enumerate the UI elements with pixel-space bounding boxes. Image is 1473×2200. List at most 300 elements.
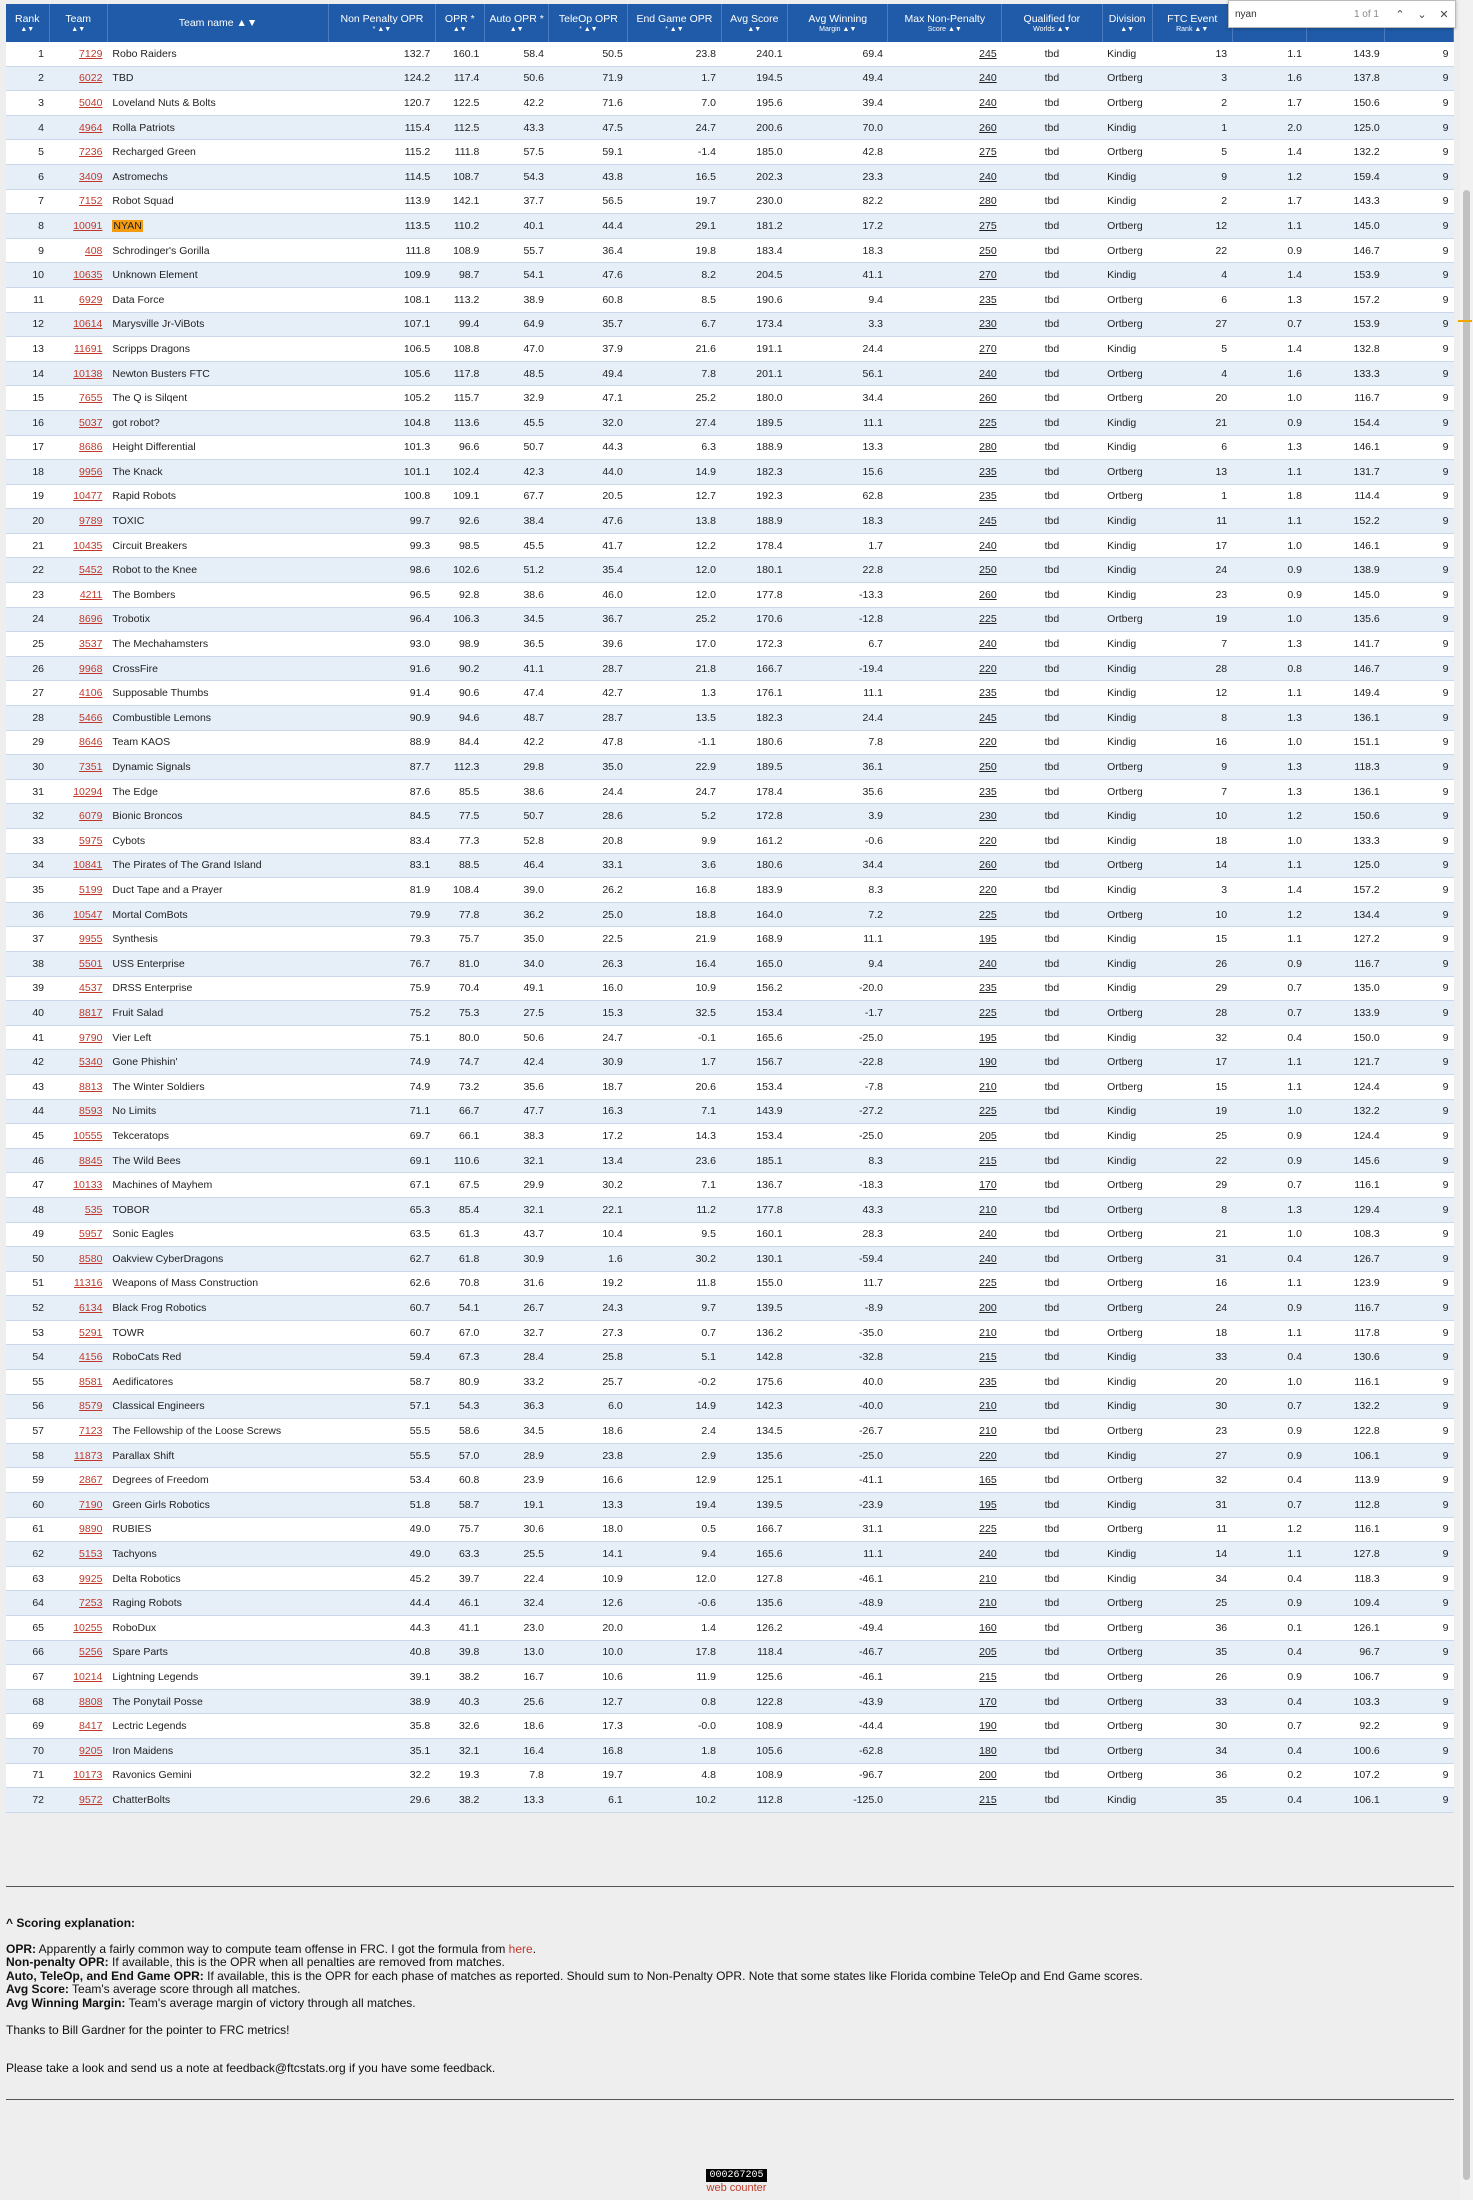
cell-avg-winning-margin: -46.7 bbox=[788, 1640, 888, 1665]
team-link[interactable]: 10614 bbox=[73, 318, 103, 331]
max-score-value[interactable]: 210 bbox=[979, 1400, 997, 1413]
max-score-value[interactable]: 225 bbox=[979, 1006, 997, 1019]
cell-non-penalty-opr: 76.7 bbox=[329, 951, 436, 976]
cell-max-nonpenalty-score bbox=[888, 1419, 1002, 1444]
team-link[interactable]: 4211 bbox=[79, 588, 103, 601]
cell-opr: 61.3 bbox=[435, 1222, 484, 1247]
table-row bbox=[6, 632, 1454, 657]
cell-col-15: 2.0 bbox=[1232, 115, 1307, 140]
sort-arrows-icon[interactable]: ▲▼ bbox=[71, 25, 86, 33]
max-score-value[interactable]: 235 bbox=[979, 982, 997, 995]
max-score-value[interactable]: 240 bbox=[979, 957, 997, 970]
team-link[interactable]: 9968 bbox=[79, 662, 103, 675]
column-header-1[interactable] bbox=[49, 4, 107, 42]
team-link[interactable]: 4156 bbox=[79, 1351, 103, 1364]
cell-max-nonpenalty-score bbox=[888, 1025, 1002, 1050]
max-score-value[interactable]: 260 bbox=[979, 392, 997, 405]
sort-arrows-icon[interactable]: Margin ▲▼ bbox=[819, 25, 857, 33]
table-row bbox=[6, 1493, 1454, 1518]
team-link[interactable]: 10138 bbox=[73, 367, 103, 380]
team-link[interactable]: 8580 bbox=[79, 1252, 103, 1265]
max-score-value[interactable]: 195 bbox=[979, 933, 997, 946]
team-link[interactable]: 7123 bbox=[79, 1425, 103, 1438]
cell-col-15: 1.1 bbox=[1232, 681, 1307, 706]
max-score-value[interactable]: 215 bbox=[979, 1793, 997, 1806]
cell-col-16: 136.1 bbox=[1307, 779, 1385, 804]
sort-arrows-icon[interactable]: Score ▲▼ bbox=[927, 25, 962, 33]
team-link[interactable]: 9925 bbox=[79, 1572, 103, 1585]
cell-non-penalty-opr: 81.9 bbox=[329, 878, 436, 903]
team-link[interactable]: 5957 bbox=[79, 1228, 103, 1241]
cell-col-17: 9 bbox=[1385, 189, 1454, 214]
sort-arrows-icon[interactable]: * ▲▼ bbox=[579, 25, 598, 33]
team-link[interactable]: 7236 bbox=[79, 146, 103, 159]
max-score-value[interactable]: 220 bbox=[979, 883, 997, 896]
team-link[interactable]: 11873 bbox=[73, 1449, 103, 1462]
max-score-value[interactable]: 240 bbox=[979, 72, 997, 85]
cell-opr: 115.7 bbox=[435, 386, 484, 411]
sort-arrows-icon[interactable]: ▲▼ bbox=[1120, 25, 1135, 33]
team-link[interactable]: 4964 bbox=[79, 121, 103, 134]
team-link[interactable]: 3409 bbox=[79, 170, 103, 183]
cell-division: Kindig bbox=[1102, 533, 1152, 558]
max-score-value[interactable]: 215 bbox=[979, 1154, 997, 1167]
cell-endgame-opr: 4.8 bbox=[628, 1763, 721, 1788]
max-score-value[interactable]: 210 bbox=[979, 1572, 997, 1585]
max-score-value[interactable]: 270 bbox=[979, 269, 997, 282]
team-link[interactable]: 9789 bbox=[79, 515, 103, 528]
team-link[interactable]: 10214 bbox=[73, 1670, 103, 1683]
scrollbar-thumb[interactable] bbox=[1463, 190, 1470, 2180]
cell-col-17: 9 bbox=[1385, 1025, 1454, 1050]
cell-event-rank: 1 bbox=[1152, 115, 1232, 140]
cell-rank: 59 bbox=[6, 1468, 49, 1493]
scoring-title: ^ Scoring explanation: bbox=[6, 1916, 136, 1930]
team-link[interactable]: 535 bbox=[84, 1203, 103, 1216]
column-header-3[interactable] bbox=[329, 4, 436, 42]
max-score-value[interactable]: 235 bbox=[979, 687, 997, 700]
team-link[interactable]: 3537 bbox=[79, 638, 103, 651]
team-link[interactable]: 10555 bbox=[73, 1129, 103, 1142]
max-score-value[interactable]: 170 bbox=[979, 1179, 997, 1192]
column-header-11[interactable] bbox=[1002, 4, 1102, 42]
cell-opr: 39.7 bbox=[435, 1566, 484, 1591]
cell-col-15: 0.9 bbox=[1232, 1419, 1307, 1444]
team-link[interactable]: 4537 bbox=[79, 982, 103, 995]
cell-qualified-worlds: tbd bbox=[1002, 1148, 1102, 1173]
max-score-value[interactable]: 215 bbox=[979, 1670, 997, 1683]
cell-non-penalty-opr: 107.1 bbox=[329, 312, 436, 337]
cell-team-name: RoboCats Red bbox=[107, 1345, 328, 1370]
cell-division: Kindig bbox=[1102, 829, 1152, 854]
cell-avg-winning-margin: -27.2 bbox=[788, 1099, 888, 1124]
max-score-value[interactable]: 180 bbox=[979, 1744, 997, 1757]
avg-score-explanation bbox=[6, 1983, 1454, 1997]
team-link[interactable]: 8817 bbox=[79, 1006, 103, 1019]
max-score-value[interactable]: 245 bbox=[979, 515, 997, 528]
find-next-icon[interactable]: ⌄ bbox=[1417, 8, 1427, 21]
team-link[interactable]: 10255 bbox=[73, 1621, 103, 1634]
cell-rank: 20 bbox=[6, 509, 49, 534]
cell-event-rank: 4 bbox=[1152, 361, 1232, 386]
team-link[interactable]: 5466 bbox=[79, 711, 103, 724]
team-link[interactable]: 8696 bbox=[79, 613, 103, 626]
team-link[interactable]: 10133 bbox=[73, 1179, 103, 1192]
find-close-icon[interactable]: ✕ bbox=[1439, 8, 1449, 21]
formula-link[interactable]: here bbox=[508, 1941, 533, 1956]
cell-rank: 34 bbox=[6, 853, 49, 878]
team-link[interactable]: 4106 bbox=[79, 687, 103, 700]
cell-rank: 11 bbox=[6, 287, 49, 312]
team-link[interactable]: 2867 bbox=[79, 1474, 103, 1487]
team-link[interactable]: 5501 bbox=[79, 957, 103, 970]
team-link[interactable]: 8686 bbox=[79, 441, 103, 454]
max-score-value[interactable]: 240 bbox=[979, 1548, 997, 1561]
max-score-value[interactable]: 240 bbox=[979, 96, 997, 109]
max-score-value[interactable]: 235 bbox=[979, 1375, 997, 1388]
cell-opr: 32.1 bbox=[435, 1738, 484, 1763]
cell-team-name: RoboDux bbox=[107, 1616, 328, 1641]
max-score-value[interactable]: 220 bbox=[979, 834, 997, 847]
cell-team-number bbox=[49, 1025, 107, 1050]
team-link[interactable]: 7152 bbox=[79, 195, 103, 208]
max-score-value[interactable]: 235 bbox=[979, 785, 997, 798]
max-score-value[interactable]: 280 bbox=[979, 195, 997, 208]
cell-col-15: 0.9 bbox=[1232, 238, 1307, 263]
cell-teleop-opr: 71.6 bbox=[549, 91, 628, 116]
team-link[interactable]: 8417 bbox=[79, 1720, 103, 1733]
cell-avg-winning-margin: 11.1 bbox=[788, 927, 888, 952]
max-score-value[interactable]: 260 bbox=[979, 121, 997, 134]
max-score-value[interactable]: 270 bbox=[979, 342, 997, 355]
cell-division: Ortberg bbox=[1102, 361, 1152, 386]
cell-auto-opr: 38.6 bbox=[484, 583, 549, 608]
max-score-value[interactable]: 165 bbox=[979, 1474, 997, 1487]
max-score-value[interactable]: 220 bbox=[979, 1449, 997, 1462]
max-score-value[interactable]: 245 bbox=[979, 47, 997, 60]
cell-event-rank: 3 bbox=[1152, 66, 1232, 91]
team-link[interactable]: 9956 bbox=[79, 465, 103, 478]
table-row bbox=[6, 1419, 1454, 1444]
team-link[interactable]: 10435 bbox=[73, 539, 103, 552]
cell-team-number bbox=[49, 1640, 107, 1665]
page-scrollbar[interactable] bbox=[1460, 0, 1473, 2200]
sort-arrows-icon[interactable]: * ▲▼ bbox=[372, 25, 392, 33]
max-score-value[interactable]: 210 bbox=[979, 1203, 997, 1216]
team-link[interactable]: 7351 bbox=[79, 761, 103, 774]
max-score-value[interactable]: 250 bbox=[979, 564, 997, 577]
cell-col-17: 9 bbox=[1385, 312, 1454, 337]
team-link[interactable]: 10294 bbox=[73, 785, 103, 798]
column-header-5[interactable] bbox=[484, 4, 549, 42]
team-link[interactable]: 6079 bbox=[79, 810, 103, 823]
column-header-7[interactable] bbox=[628, 4, 721, 42]
table-row bbox=[6, 1099, 1454, 1124]
find-previous-icon[interactable]: ⌃ bbox=[1395, 8, 1405, 21]
cell-col-16: 106.1 bbox=[1307, 1788, 1385, 1813]
sort-arrows-icon[interactable]: Rank ▲▼ bbox=[1176, 25, 1209, 33]
team-link[interactable]: 8579 bbox=[79, 1400, 103, 1413]
sort-arrows-icon[interactable]: Worlds ▲▼ bbox=[1033, 25, 1071, 33]
team-link[interactable]: 10841 bbox=[73, 859, 103, 872]
team-link[interactable]: 10173 bbox=[73, 1769, 103, 1782]
table-row bbox=[6, 1025, 1454, 1050]
max-score-value[interactable]: 225 bbox=[979, 416, 997, 429]
max-score-value[interactable]: 190 bbox=[979, 1056, 997, 1069]
team-link[interactable]: 5040 bbox=[79, 96, 103, 109]
team-link[interactable]: 5291 bbox=[79, 1326, 103, 1339]
cell-col-17: 9 bbox=[1385, 140, 1454, 165]
max-score-value[interactable]: 220 bbox=[979, 736, 997, 749]
sort-arrows-icon[interactable]: ▲▼ bbox=[747, 25, 762, 33]
column-header-6[interactable] bbox=[549, 4, 628, 42]
sort-arrows-icon[interactable]: ▲▼ bbox=[20, 25, 35, 33]
cell-team-number bbox=[49, 1222, 107, 1247]
cell-event-rank: 15 bbox=[1152, 1074, 1232, 1099]
cell-division: Ortberg bbox=[1102, 1665, 1152, 1690]
table-row bbox=[6, 558, 1454, 583]
team-link[interactable]: 8581 bbox=[79, 1375, 103, 1388]
max-score-value[interactable]: 275 bbox=[979, 219, 997, 232]
cell-division: Ortberg bbox=[1102, 1320, 1152, 1345]
cell-auto-opr: 28.4 bbox=[484, 1345, 549, 1370]
max-score-value[interactable]: 200 bbox=[979, 1302, 997, 1315]
cell-max-nonpenalty-score bbox=[888, 1763, 1002, 1788]
opr-term: OPR: bbox=[6, 1941, 36, 1956]
cell-opr: 77.3 bbox=[435, 829, 484, 854]
cell-col-15: 1.4 bbox=[1232, 263, 1307, 288]
column-header-2[interactable] bbox=[107, 4, 328, 42]
cell-team-number bbox=[49, 435, 107, 460]
cell-auto-opr: 52.8 bbox=[484, 829, 549, 854]
cell-division: Ortberg bbox=[1102, 1616, 1152, 1641]
cell-avg-score: 178.4 bbox=[721, 779, 788, 804]
max-score-value[interactable]: 160 bbox=[979, 1621, 997, 1634]
cell-avg-winning-margin: 8.3 bbox=[788, 878, 888, 903]
max-score-value[interactable]: 260 bbox=[979, 588, 997, 601]
cell-opr: 66.7 bbox=[435, 1099, 484, 1124]
cell-non-penalty-opr: 60.7 bbox=[329, 1320, 436, 1345]
max-score-value[interactable]: 195 bbox=[979, 1031, 997, 1044]
cell-teleop-opr: 18.6 bbox=[549, 1419, 628, 1444]
team-link[interactable]: 8646 bbox=[79, 736, 103, 749]
cell-endgame-opr: 2.4 bbox=[628, 1419, 721, 1444]
column-header-12[interactable] bbox=[1102, 4, 1152, 42]
cell-avg-winning-margin: -23.9 bbox=[788, 1493, 888, 1518]
max-score-value[interactable]: 205 bbox=[979, 1129, 997, 1142]
cell-teleop-opr: 22.1 bbox=[549, 1197, 628, 1222]
cell-division: Ortberg bbox=[1102, 853, 1152, 878]
max-score-value[interactable]: 200 bbox=[979, 1769, 997, 1782]
cell-avg-score: 182.3 bbox=[721, 460, 788, 485]
cell-event-rank: 10 bbox=[1152, 804, 1232, 829]
cell-team-number bbox=[49, 1591, 107, 1616]
team-link[interactable]: 9790 bbox=[79, 1031, 103, 1044]
cell-teleop-opr: 14.1 bbox=[549, 1542, 628, 1567]
find-input[interactable]: nyan bbox=[1235, 8, 1257, 20]
team-link[interactable]: 7190 bbox=[79, 1498, 103, 1511]
sort-arrows-icon[interactable]: ▲▼ bbox=[509, 25, 524, 33]
column-header-0[interactable] bbox=[6, 4, 49, 42]
cell-opr: 66.1 bbox=[435, 1124, 484, 1149]
cell-rank: 45 bbox=[6, 1124, 49, 1149]
counter-link[interactable]: web counter bbox=[706, 2182, 767, 2194]
column-header-4[interactable] bbox=[435, 4, 484, 42]
max-score-value[interactable]: 210 bbox=[979, 1326, 997, 1339]
cell-division: Ortberg bbox=[1102, 1640, 1152, 1665]
team-link[interactable]: 5153 bbox=[79, 1548, 103, 1561]
table-row bbox=[6, 1050, 1454, 1075]
cell-non-penalty-opr: 96.5 bbox=[329, 583, 436, 608]
max-score-value[interactable]: 215 bbox=[979, 1351, 997, 1364]
max-score-value[interactable]: 225 bbox=[979, 1277, 997, 1290]
sort-arrows-icon[interactable]: ▲▼ bbox=[452, 25, 467, 33]
team-link[interactable]: 11691 bbox=[73, 342, 103, 355]
team-link[interactable]: 5452 bbox=[79, 564, 103, 577]
cell-endgame-opr: 5.2 bbox=[628, 804, 721, 829]
cell-team-number bbox=[49, 287, 107, 312]
team-link[interactable]: 5975 bbox=[79, 834, 103, 847]
max-score-value[interactable]: 250 bbox=[979, 244, 997, 257]
cell-avg-winning-margin: -25.0 bbox=[788, 1443, 888, 1468]
max-score-value[interactable]: 280 bbox=[979, 441, 997, 454]
max-score-value[interactable]: 240 bbox=[979, 367, 997, 380]
column-header-13[interactable] bbox=[1152, 4, 1232, 42]
cell-avg-score: 183.4 bbox=[721, 238, 788, 263]
sort-arrows-icon[interactable]: * ▲▼ bbox=[665, 25, 684, 33]
cell-endgame-opr: 16.5 bbox=[628, 164, 721, 189]
max-score-value[interactable]: 225 bbox=[979, 1523, 997, 1536]
max-score-value[interactable]: 240 bbox=[979, 1252, 997, 1265]
team-link[interactable]: 8593 bbox=[79, 1105, 103, 1118]
max-score-value[interactable]: 245 bbox=[979, 711, 997, 724]
cell-event-rank: 35 bbox=[1152, 1788, 1232, 1813]
team-link[interactable]: 5199 bbox=[79, 883, 103, 896]
column-header-8[interactable] bbox=[721, 4, 788, 42]
max-score-value[interactable]: 240 bbox=[979, 1228, 997, 1241]
cell-qualified-worlds: tbd bbox=[1002, 410, 1102, 435]
cell-col-17: 9 bbox=[1385, 238, 1454, 263]
cell-col-16: 149.4 bbox=[1307, 681, 1385, 706]
max-score-value[interactable]: 210 bbox=[979, 1425, 997, 1438]
cell-col-16: 130.6 bbox=[1307, 1345, 1385, 1370]
max-score-value[interactable]: 235 bbox=[979, 293, 997, 306]
team-link[interactable]: 9890 bbox=[79, 1523, 103, 1536]
max-score-value[interactable]: 170 bbox=[979, 1695, 997, 1708]
max-score-value[interactable]: 235 bbox=[979, 465, 997, 478]
cell-team-name: TBD bbox=[107, 66, 328, 91]
max-score-value[interactable]: 250 bbox=[979, 761, 997, 774]
max-score-value[interactable]: 275 bbox=[979, 146, 997, 159]
cell-team-name: Tachyons bbox=[107, 1542, 328, 1567]
counter-number: 000267205 bbox=[706, 2169, 766, 2182]
max-score-value[interactable]: 225 bbox=[979, 1105, 997, 1118]
table-row bbox=[6, 730, 1454, 755]
team-link[interactable]: 11316 bbox=[73, 1277, 103, 1290]
cell-event-rank: 21 bbox=[1152, 1222, 1232, 1247]
team-link[interactable]: 408 bbox=[84, 244, 103, 257]
cell-col-15: 0.9 bbox=[1232, 1665, 1307, 1690]
max-score-value[interactable]: 260 bbox=[979, 859, 997, 872]
max-score-value[interactable]: 240 bbox=[979, 170, 997, 183]
team-link[interactable]: 6134 bbox=[79, 1302, 103, 1315]
cell-rank: 28 bbox=[6, 706, 49, 731]
cell-col-17: 9 bbox=[1385, 484, 1454, 509]
team-link[interactable]: 10547 bbox=[73, 908, 103, 921]
team-link[interactable]: 5037 bbox=[79, 416, 103, 429]
max-score-value[interactable]: 230 bbox=[979, 318, 997, 331]
team-link[interactable]: 9572 bbox=[79, 1793, 103, 1806]
column-header-label: Team bbox=[65, 12, 92, 25]
search-highlight: NYAN bbox=[113, 219, 142, 232]
cell-team-number bbox=[49, 1271, 107, 1296]
cell-qualified-worlds: tbd bbox=[1002, 1665, 1102, 1690]
cell-division: Kindig bbox=[1102, 435, 1152, 460]
team-link[interactable]: 10091 bbox=[73, 219, 103, 232]
team-link[interactable]: 6022 bbox=[79, 72, 103, 85]
cell-endgame-opr: 19.7 bbox=[628, 189, 721, 214]
cell-event-rank: 14 bbox=[1152, 1542, 1232, 1567]
team-link[interactable]: 5340 bbox=[79, 1056, 103, 1069]
cell-avg-score: 125.6 bbox=[721, 1665, 788, 1690]
cell-avg-winning-margin: 69.4 bbox=[788, 42, 888, 66]
team-link[interactable]: 10477 bbox=[73, 490, 103, 503]
cell-endgame-opr: -0.6 bbox=[628, 1591, 721, 1616]
column-header-10[interactable] bbox=[888, 4, 1002, 42]
max-score-value[interactable]: 225 bbox=[979, 613, 997, 626]
cell-team-number bbox=[49, 902, 107, 927]
max-score-value[interactable]: 240 bbox=[979, 539, 997, 552]
cell-teleop-opr: 35.4 bbox=[549, 558, 628, 583]
team-link[interactable]: 8813 bbox=[79, 1080, 103, 1093]
cell-qualified-worlds: tbd bbox=[1002, 1271, 1102, 1296]
max-score-value[interactable]: 205 bbox=[979, 1646, 997, 1659]
max-score-value[interactable]: 240 bbox=[979, 638, 997, 651]
team-link[interactable]: 7129 bbox=[79, 47, 103, 60]
cell-col-15: 0.9 bbox=[1232, 1296, 1307, 1321]
cell-event-rank: 8 bbox=[1152, 1197, 1232, 1222]
team-link[interactable]: 9955 bbox=[79, 933, 103, 946]
team-link[interactable]: 8845 bbox=[79, 1154, 103, 1167]
max-score-value[interactable]: 210 bbox=[979, 1080, 997, 1093]
cell-col-17: 9 bbox=[1385, 1050, 1454, 1075]
column-header-9[interactable] bbox=[788, 4, 888, 42]
cell-qualified-worlds: tbd bbox=[1002, 1124, 1102, 1149]
max-score-value[interactable]: 195 bbox=[979, 1498, 997, 1511]
team-link[interactable]: 10635 bbox=[73, 269, 103, 282]
team-link[interactable]: 9205 bbox=[79, 1744, 103, 1757]
max-score-value[interactable]: 220 bbox=[979, 662, 997, 675]
cell-col-16: 124.4 bbox=[1307, 1074, 1385, 1099]
max-score-value[interactable]: 190 bbox=[979, 1720, 997, 1733]
cell-col-15: 0.4 bbox=[1232, 1566, 1307, 1591]
team-link[interactable]: 7253 bbox=[79, 1597, 103, 1610]
max-score-value[interactable]: 210 bbox=[979, 1597, 997, 1610]
team-link[interactable]: 6929 bbox=[79, 293, 103, 306]
team-link[interactable]: 8808 bbox=[79, 1695, 103, 1708]
cell-teleop-opr: 10.9 bbox=[549, 1566, 628, 1591]
max-score-value[interactable]: 230 bbox=[979, 810, 997, 823]
max-score-value[interactable]: 235 bbox=[979, 490, 997, 503]
cell-col-15: 1.1 bbox=[1232, 214, 1307, 239]
cell-qualified-worlds: tbd bbox=[1002, 1763, 1102, 1788]
cell-qualified-worlds: tbd bbox=[1002, 1566, 1102, 1591]
team-link[interactable]: 7655 bbox=[79, 392, 103, 405]
team-link[interactable]: 5256 bbox=[79, 1646, 103, 1659]
max-score-value[interactable]: 225 bbox=[979, 908, 997, 921]
cell-division: Ortberg bbox=[1102, 386, 1152, 411]
table-row bbox=[6, 1763, 1454, 1788]
